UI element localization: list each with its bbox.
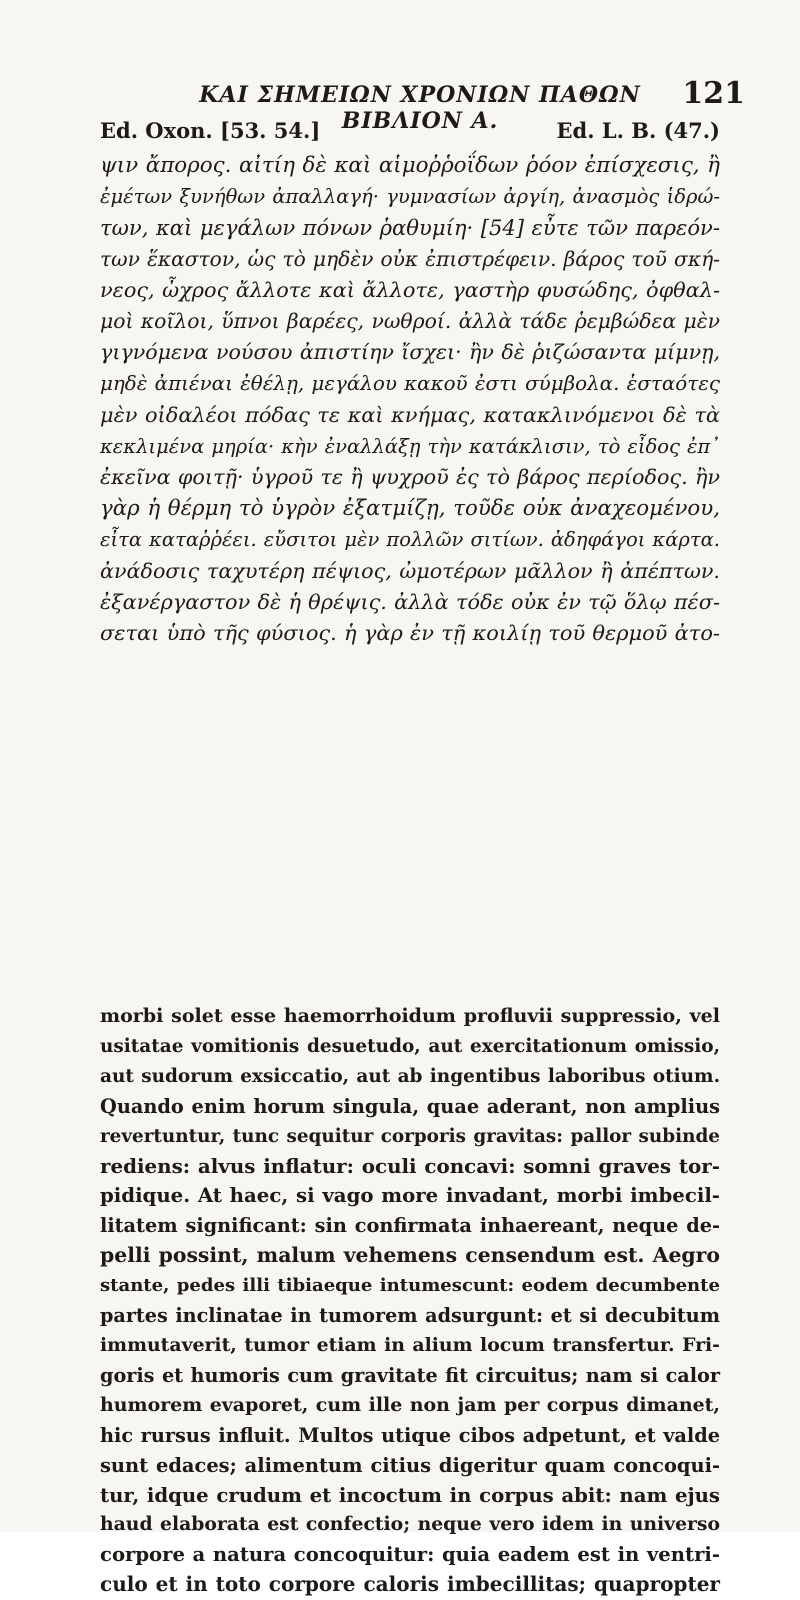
greek-line: εἶτα καταῤῥέει. εὔσιτοι μὲν πολλῶν σιτίων. ἀδηφάγοι κάρτα. <box>100 528 720 552</box>
latin-line: haud elaborata est confectio; neque vero idem in universo <box>100 1513 720 1536</box>
greek-line: ψιν ἄπορος. αἰτίη δὲ καὶ αἱμοῤῥοΐδων ῥόον ἐπίσχεσις, ἢ <box>100 153 720 178</box>
latin-line: stante, pedes illi tibiaeque intumescunt: eodem decumbente <box>100 1275 720 1297</box>
greek-line: ἐμέτων ξυνήθων ἀπαλλαγή· γυμνασίων ἀργίη, ἀνασμὸς ἱδρώ- <box>100 185 720 209</box>
greek-line: των, καὶ μεγάλων πόνων ῥαθυμίη· [54] εὖτε τῶν παρεόν- <box>100 215 720 241</box>
latin-line: morbi solet esse haemorrhoidum profluvii suppressio, vel <box>100 1005 720 1027</box>
greek-line: κεκλιμένα μηρία· κὴν ἐναλλάξῃ τὴν κατάκλισιν, τὸ εἶδος ἐπ᾽ <box>100 434 720 458</box>
greek-line: μηδὲ ἀπιέναι ἐθέλῃ, μεγάλου κακοῦ ἐστι σύμβολα. ἑσταότες <box>100 372 720 396</box>
greek-text-block <box>100 150 720 649</box>
latin-line: corpore a natura concoquitur: quia eadem est in ventri- <box>100 1543 720 1567</box>
greek-line: σεται ὑπὸ τῆς φύσιος. ἡ γὰρ ἐν τῇ κοιλίῃ τοῦ θερμοῦ ἀτο- <box>100 621 720 646</box>
latin-line: partes inclinatae in tumorem adsurgunt: et si decubitum <box>100 1304 720 1328</box>
latin-line: revertuntur, tunc sequitur corporis gravitas: pallor subinde <box>100 1125 720 1147</box>
edition-lb-reference: Ed. L. B. (47.) <box>556 118 720 143</box>
greek-line: ἀνάδοσις ταχυτέρη πέψιος, ὠμοτέρων μᾶλλον ἢ ἀπέπτων. <box>100 558 720 583</box>
latin-line: litatem significant: sin confirmata inhaereant, neque de- <box>100 1214 720 1238</box>
running-title: ΚΑΙ ΣΗΜΕΙΩΝ ΧΡΟΝΙΩΝ ΠΑΘΩΝ ΒΙΒΛΙΟΝ Α. <box>199 82 641 134</box>
latin-translation-block <box>100 1002 720 1600</box>
latin-line: Quando enim horum singula, quae aderant, non amplius <box>100 1094 720 1118</box>
greek-line: μοὶ κοῖλοι, ὕπνοι βαρέες, νωθροί. ἀλλὰ τάδε ῥεμβώδεα μὲν <box>100 309 720 334</box>
latin-line: usitatae vomitionis desuetudo, aut exercitationum omissio, <box>100 1035 720 1057</box>
latin-line: rediens: alvus inflatur: oculi concavi: somni graves tor- <box>100 1153 720 1178</box>
latin-line: pelli possint, malum vehemens censendum est. Aegro <box>100 1243 720 1268</box>
greek-line: γὰρ ἡ θέρμη τὸ ὑγρὸν ἐξατμίζῃ, τοῦδε οὐκ ἀναχεομένου, <box>100 496 720 522</box>
latin-line: hic rursus influit. Multos utique cibos adpetunt, et valde <box>100 1423 720 1447</box>
latin-line: sunt edaces; alimentum citius digeritur quam concoqui- <box>100 1453 720 1477</box>
greek-line: των ἕκαστον, ὡς τὸ μηδὲν οὐκ ἐπιστρέφειν. βάρος τοῦ σκή- <box>100 246 720 271</box>
latin-line: goris et humoris cum gravitate fit circuitus; nam si calor <box>100 1363 720 1387</box>
edition-oxon-reference: Ed. Oxon. [53. 54.] <box>100 118 321 143</box>
greek-line: νεος, ὦχρος ἄλλοτε καὶ ἄλλοτε, γαστὴρ φυσώδης, ὀφθαλ- <box>100 277 720 302</box>
greek-line: ἐξανέργαστον δὲ ἡ θρέψις. ἀλλὰ τόδε οὐκ ἐν τῷ ὅλῳ πέσ- <box>100 589 720 614</box>
greek-line: γιγνόμενα νούσου ἀπιστίην ἴσχει· ἢν δὲ ῥιζώσαντα μίμνῃ, <box>100 340 720 365</box>
latin-line: pidique. At haec, si vago more invadant, morbi imbecil- <box>100 1183 720 1208</box>
latin-line: culo et in toto corpore caloris imbecillitas; quapropter <box>100 1572 720 1597</box>
latin-line: humorem evaporet, cum ille non jam per corpus dimanet, <box>100 1393 720 1416</box>
latin-line: tur, idque crudum et incoctum in corpus abit: nam ejus <box>100 1483 720 1507</box>
latin-line: immutaverit, tumor etiam in alium locum transfertur. Fri- <box>100 1333 720 1356</box>
page-number: 121 <box>682 76 745 111</box>
greek-line: μὲν οἰδαλέοι πόδας τε καὶ κνήμας, κατακλινόμενοι δὲ τὰ <box>100 402 720 427</box>
greek-line: ἐκεῖνα φοιτῇ· ὑγροῦ τε ἢ ψυχροῦ ἐς τὸ βάρος περίοδος. ἢν <box>100 465 720 490</box>
latin-line: aut sudorum exsiccatio, aut ab ingentibus laboribus otium. <box>100 1065 720 1087</box>
